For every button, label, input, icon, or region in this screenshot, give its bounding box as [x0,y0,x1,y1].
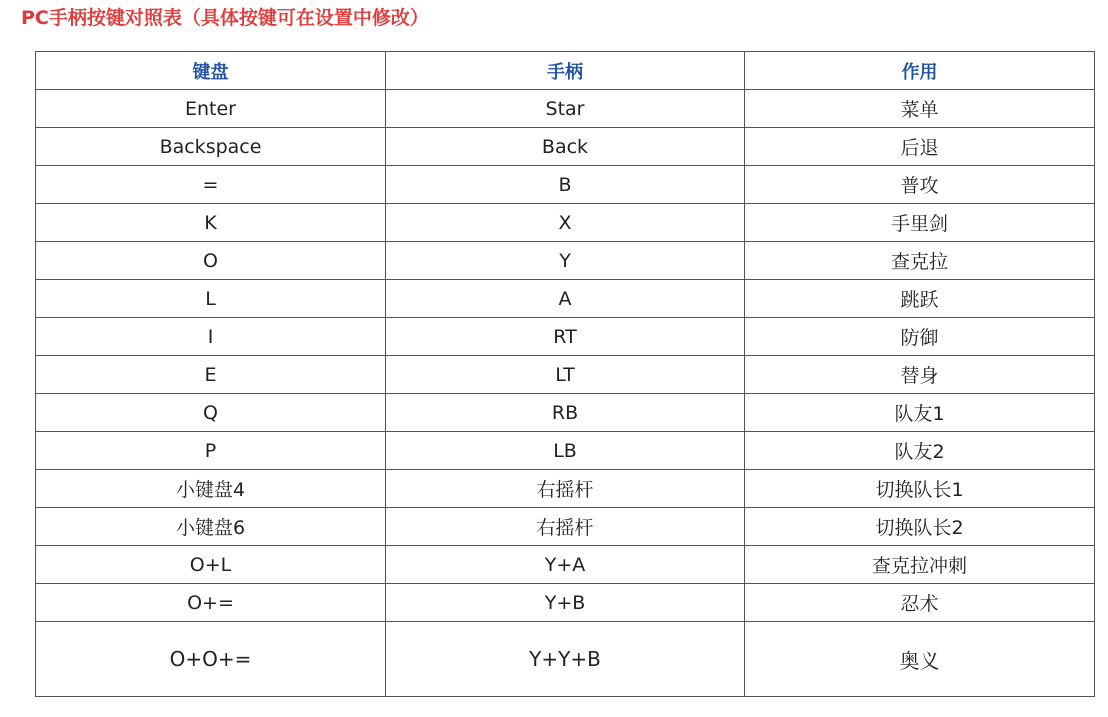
cell-function: 队友1 [745,394,1095,432]
table-row [36,318,1095,356]
cell-function: 防御 [745,318,1095,356]
table-row [36,204,1095,242]
key-mapping-table [35,51,1095,697]
cell-gamepad: Y [386,242,745,280]
cell-keyboard: K [36,204,386,242]
header-gamepad: 手柄 [386,52,745,90]
cell-gamepad: LB [386,432,745,470]
table-row [36,546,1095,584]
cell-gamepad: Y+A [386,546,745,584]
cell-function: 忍术 [745,584,1095,622]
cell-function: 队友2 [745,432,1095,470]
cell-keyboard: O+O+= [36,622,386,697]
cell-gamepad: Back [386,128,745,166]
cell-gamepad: 右摇杆 [386,508,745,546]
table-row [36,242,1095,280]
cell-function: 跳跃 [745,280,1095,318]
cell-gamepad: A [386,280,745,318]
cell-keyboard: Backspace [36,128,386,166]
table-row [36,128,1095,166]
cell-keyboard: O+= [36,584,386,622]
table-row [36,394,1095,432]
cell-gamepad: Y+Y+B [386,622,745,697]
cell-function: 切换队长1 [745,470,1095,508]
table-row [36,280,1095,318]
cell-gamepad: Star [386,90,745,128]
cell-keyboard: I [36,318,386,356]
cell-function: 查克拉 [745,242,1095,280]
table-row [36,166,1095,204]
table-row [36,622,1095,697]
table-header-row [36,52,1095,90]
cell-gamepad: B [386,166,745,204]
cell-keyboard: 小键盘6 [36,508,386,546]
cell-gamepad: X [386,204,745,242]
table-row [36,90,1095,128]
cell-function: 普攻 [745,166,1095,204]
page-title: PC手柄按键对照表（具体按键可在设置中修改） [21,7,429,29]
cell-gamepad: 右摇杆 [386,470,745,508]
cell-keyboard: Enter [36,90,386,128]
cell-keyboard: 小键盘4 [36,470,386,508]
cell-gamepad: RB [386,394,745,432]
table-row [36,508,1095,546]
table-row [36,356,1095,394]
cell-keyboard: P [36,432,386,470]
header-keyboard: 键盘 [36,52,386,90]
cell-function: 查克拉冲刺 [745,546,1095,584]
cell-keyboard: Q [36,394,386,432]
cell-gamepad: Y+B [386,584,745,622]
table-row [36,470,1095,508]
cell-function: 菜单 [745,90,1095,128]
cell-keyboard: = [36,166,386,204]
cell-function: 后退 [745,128,1095,166]
cell-function: 替身 [745,356,1095,394]
header-function: 作用 [745,52,1095,90]
cell-function: 手里剑 [745,204,1095,242]
cell-keyboard: E [36,356,386,394]
cell-keyboard: O+L [36,546,386,584]
cell-keyboard: L [36,280,386,318]
cell-gamepad: LT [386,356,745,394]
table-row [36,432,1095,470]
cell-function: 奥义 [745,622,1095,697]
cell-gamepad: RT [386,318,745,356]
cell-keyboard: O [36,242,386,280]
table-row [36,584,1095,622]
cell-function: 切换队长2 [745,508,1095,546]
